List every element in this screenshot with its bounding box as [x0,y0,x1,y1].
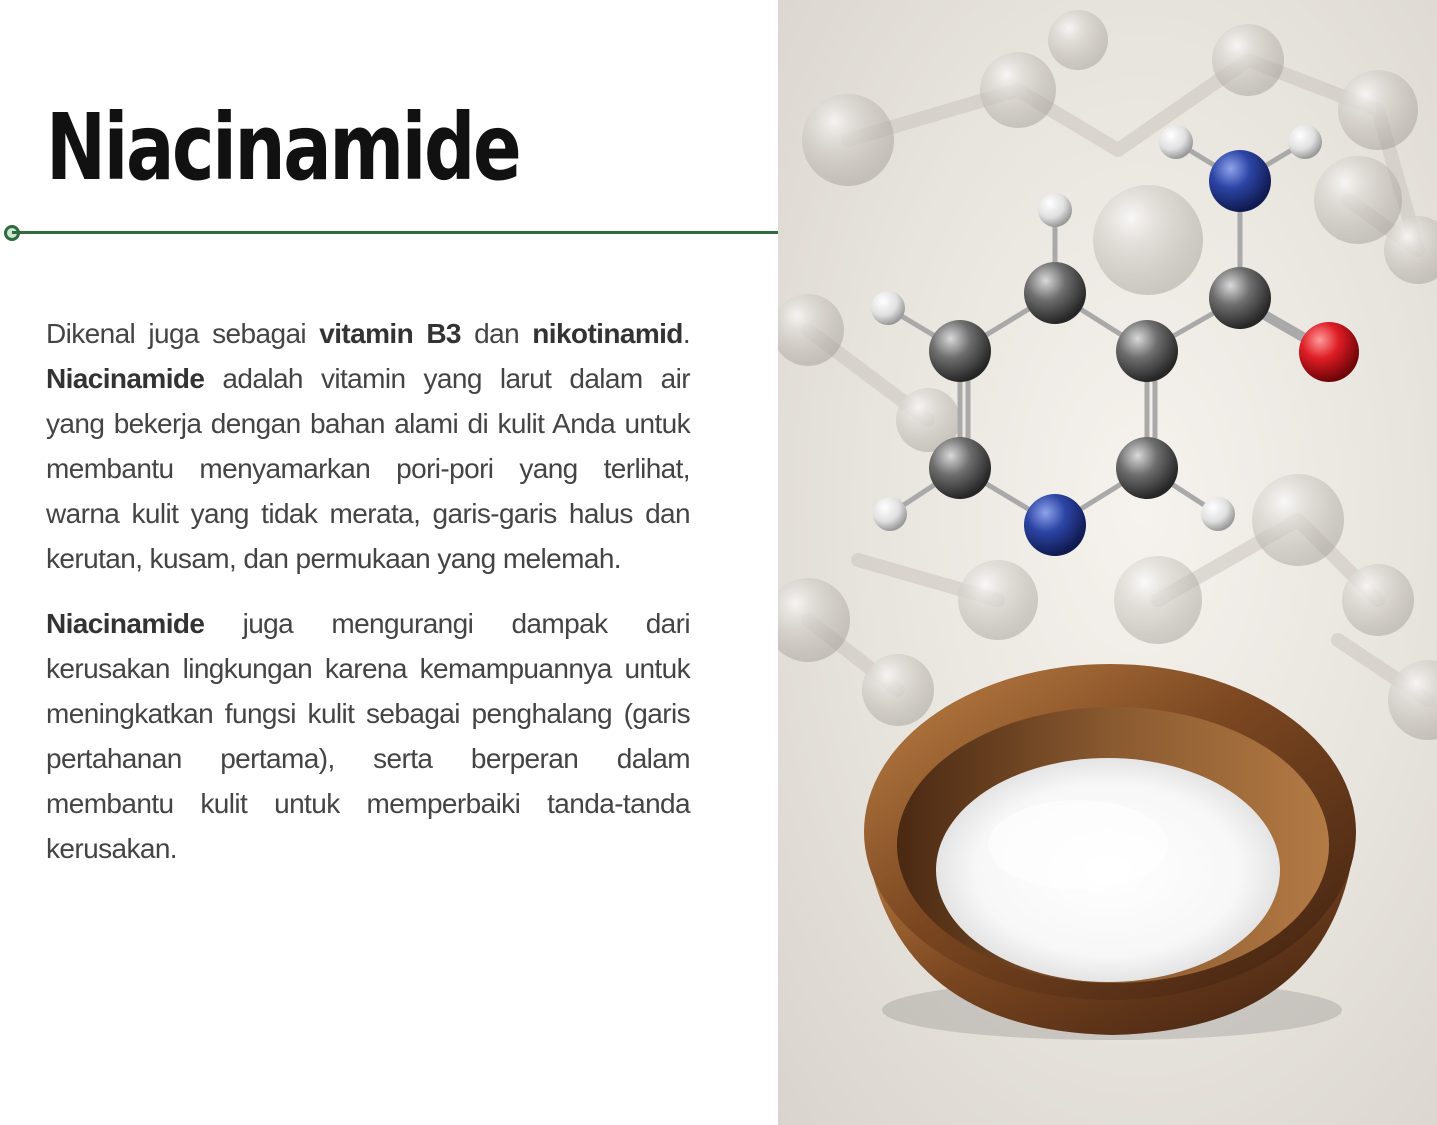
page-title: Niacinamide [46,94,520,201]
powder-bowl [864,664,1356,1040]
hydrogen-atom [1038,193,1072,227]
illustration-svg [778,0,1437,1125]
hydrogen-atom [1159,125,1193,159]
hydrogen-atom [871,291,905,325]
text-run: . [682,318,690,349]
bold-term: nikotinamid [532,318,683,349]
carbon-atom [1116,437,1178,499]
carbon-atom [1209,267,1271,329]
bold-term: Niacinamide [46,608,205,639]
bold-term: vitamin B3 [319,318,461,349]
hydrogen-atom [1201,497,1235,531]
text-run: Dikenal juga sebagai [46,318,320,349]
hydrogen-atom [873,497,907,531]
paragraph-2 [46,601,690,871]
carbon-atom [1116,320,1178,382]
divider-line [12,231,778,234]
bold-term: Niacinamide [46,363,205,394]
body-text [46,311,690,871]
text-run: adalah vitamin yang larut dalam air yang bekerja dengan bahan alami di kulit Anda untuk membantu menyamarkan pori-pori yang terlihat, warna kulit yang tidak merata, garis-garis halus dan kerutan, kusam, dan permukaan yang melemah. [46,363,690,574]
hydrogen-atom [1288,125,1322,159]
carbon-atom [929,437,991,499]
illustration-panel [778,0,1437,1125]
nitrogen-atom [1209,150,1271,212]
oxygen-atom [1299,322,1359,382]
carbon-atom [929,320,991,382]
paragraph-1 [46,311,690,581]
text-run: dan [460,318,533,349]
text-run: juga mengurangi dampak dari kerusakan lingkungan karena kemampuannya untuk meningkatkan fungsi kulit sebagai penghalang (garis pertahanan pertama), serta berperan dalam membantu kulit untuk memperbaiki tanda-tanda kerusakan. [46,608,690,864]
nitrogen-atom [1024,494,1086,556]
carbon-atom [1024,262,1086,324]
